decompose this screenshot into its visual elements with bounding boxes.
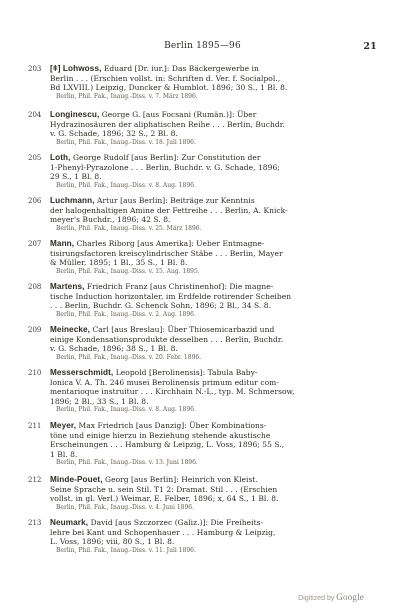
entry-note: Berlin, Phil. Fak., Inaug.-Diss. v. 2. Aug. 1896.	[56, 311, 196, 318]
entry-line-3: . . . Berlin, Buchdr. G. Schenck Sohn, 1896; 2 Bl., 34 S. 8.	[50, 301, 272, 310]
entry-line-3: v. G. Schade, 1896; 32 S., 2 Bl. 8.	[50, 129, 178, 138]
entry-line-1	[50, 475, 382, 485]
watermark-prefix: Digitized by	[298, 595, 335, 602]
entry-text	[50, 325, 382, 354]
author-name: Minde-Pouet,	[50, 475, 103, 484]
entry-line-1	[50, 421, 382, 431]
author-name: [ǂ] Lohwoss,	[50, 64, 102, 73]
entry-number: 207	[28, 240, 42, 248]
entry-note: Berlin, Phil. Fak., Inaug.-Diss. v. 8. Aug. 1896.	[56, 182, 196, 189]
entry-number: 211	[28, 422, 42, 430]
entry-note: Berlin, Phil. Fak., Inaug.-Diss. v. 4. Juni 1896.	[56, 504, 195, 511]
entry-text	[50, 153, 382, 182]
header-title: Berlin 1895—96	[164, 41, 241, 51]
entry-209	[28, 325, 382, 373]
entry-line-3: 29 S., 1 Bl. 8.	[50, 172, 102, 181]
entry-204	[28, 110, 382, 158]
entry-line-1	[50, 282, 382, 292]
entry-line-3: vollst. in gl. Verl.) Weimar, E. Felber, 1896; x, 64 S., 1 Bl. 8.	[50, 494, 279, 503]
entry-line-text: Eduard [Dr. iur.]: Das Bäckergewerbe in	[103, 64, 259, 73]
entry-line-2: Seine Sprache u. sein Stil. T1 2: Dramat. Stil . . . (Erschien	[50, 484, 278, 494]
running-header	[28, 41, 377, 55]
entry-line-text: Max Friedrich [aus Danzig]: Über Kombinations-	[78, 421, 267, 430]
entry-line-2: lonica V. A. Th. 246 musei Berolinensis primum editur com-	[50, 377, 279, 387]
entry-line-3: v. G. Schade, 1896; 38 S., 1 Bl. 8.	[50, 344, 178, 353]
entry-line-2: Hydrazinosäuren der aliphatischen Reihe . . . Berlin, Buchdr.	[50, 119, 285, 129]
entry-line-4: 1 Bl. 8.	[50, 449, 78, 459]
entry-line-text: Leopold [Berolinensis]: Tabula Baby-	[115, 368, 258, 377]
entry-number: 204	[28, 111, 42, 119]
entry-212	[28, 475, 382, 523]
entry-line-1	[50, 64, 382, 74]
entry-number: 213	[28, 519, 42, 527]
entry-text	[50, 239, 382, 268]
entry-line-3: Bd LXVIII.) Leipzig, Duncker & Humblot. 1896; 30 S., 1 Bl. 8.	[50, 83, 288, 92]
entry-208	[28, 282, 382, 330]
page-number: 21	[363, 41, 377, 52]
entry-text	[50, 110, 382, 139]
entry-number: 209	[28, 326, 42, 334]
entry-note: Berlin, Phil. Fak., Inaug.-Diss. v. 11. Juli 1896.	[56, 547, 196, 554]
author-name: Messerschmidt,	[50, 368, 114, 377]
entry-207	[28, 239, 382, 287]
entry-line-text: Charles Riborg [aus Amerika]: Ueber Entmagne-	[76, 239, 265, 248]
entry-line-1	[50, 110, 382, 120]
entry-line-1	[50, 325, 382, 335]
entry-number: 210	[28, 369, 42, 377]
entry-line-1	[50, 368, 382, 378]
entry-line-1	[50, 196, 382, 206]
author-name: Longinescu,	[50, 110, 100, 119]
entry-line-2: tisirungsfactoren kreiscylindrischer Stäbe . . . Berlin, Mayer	[50, 248, 283, 258]
entry-line-1	[50, 239, 382, 249]
entry-206	[28, 196, 382, 244]
entry-203	[28, 64, 382, 116]
entry-text	[50, 518, 382, 547]
entry-note: Berlin, Phil. Fak., Inaug.-Diss. v. 25. März 1896.	[56, 225, 202, 232]
entry-line-1	[50, 153, 382, 163]
entry-line-2: tische Induction horizontaler, im Erdfelde rotirender Scheiben	[50, 291, 292, 301]
author-name: Loth,	[50, 153, 71, 162]
entry-text	[50, 196, 382, 225]
entry-line-2: Berlin . . . (Erschien vollst. in: Schriften d. Ver. f. Socialpol.,	[50, 73, 281, 83]
entry-line-text: Friedrich Franz [aus Christinenhof]: Die magne-	[86, 282, 274, 291]
entry-line-1	[50, 518, 382, 528]
entry-211	[28, 421, 382, 477]
entry-line-2: lehre bei Kant und Schopenhauer . . . Hamburg & Leipzig,	[50, 527, 276, 537]
entry-205	[28, 153, 382, 201]
entry-line-3: Erscheinungen . . . Hamburg & Leipzig, L. Voss, 1896; 55 S.,	[50, 440, 285, 449]
entry-number: 208	[28, 283, 42, 291]
entry-line-2: töne und einige hierzu in Beziehung stehende akustische	[50, 430, 271, 440]
author-name: Martens,	[50, 282, 85, 291]
google-wordmark: Google	[336, 592, 364, 602]
entry-number: 205	[28, 154, 42, 162]
entry-line-2: einige Kondensationsprodukte desselben . . . Berlin, Buchdr.	[50, 334, 284, 344]
entry-line-text: Artur [aus Berlin]: Beiträge zur Kenntnis	[97, 196, 255, 205]
author-name: Neumark,	[50, 518, 89, 527]
entry-number: 203	[28, 65, 42, 73]
entry-note: Berlin, Phil. Fak., Inaug.-Diss. v. 8. Aug. 1896.	[56, 406, 196, 413]
entry-line-text: George G. [aus Focsani (Rumän.)]: Über	[101, 110, 257, 119]
entry-text	[50, 282, 382, 311]
entry-210	[28, 368, 382, 424]
entry-213	[28, 518, 382, 566]
entry-line-2: der halogenhaltigen Amine der Fettreihe . . . Berlin, A. Knick-	[50, 205, 288, 215]
entry-line-text: Carl [aus Breslau]: Über Thiosemicarbazid und	[92, 325, 275, 334]
entry-line-4: 1896; 2 Bl., 33 S., 1 Bl. 8.	[50, 396, 149, 406]
author-name: Meyer,	[50, 421, 77, 430]
entry-text	[50, 475, 382, 504]
entry-line-2: 1-Phenyl-Pyrazolone . . . Berlin, Buchdr. v. G. Schade, 1896;	[50, 162, 280, 172]
entry-line-text: George Rudolf [aus Berlin]: Zur Constitution der	[72, 153, 261, 162]
entry-line-3: L. Voss, 1896; viii, 80 S., 1 Bl. 8.	[50, 537, 175, 546]
entry-note: Berlin, Phil. Fak., Inaug.-Diss. v. 13. Juni 1896.	[56, 459, 198, 466]
entry-number: 206	[28, 197, 42, 205]
entry-note: Berlin, Phil. Fak., Inaug.-Diss. v. 7. März 1896.	[56, 93, 198, 100]
entry-line-text: Georg [aus Berlin]: Heinrich von Kleist.	[105, 475, 258, 484]
digitized-by-watermark	[298, 592, 364, 602]
author-name: Meinecke,	[50, 325, 91, 334]
entry-line-3: mentarioque instruitur . . . Kirchhain N.-L., typ. M. Schmersow,	[50, 387, 295, 396]
entry-text	[50, 368, 382, 406]
entry-line-3: meyer's Buchdr., 1896; 42 S. 8.	[50, 215, 171, 224]
entry-note: Berlin, Phil. Fak., Inaug.-Diss. v. 18. Juli 1896.	[56, 139, 196, 146]
author-name: Mann,	[50, 239, 75, 248]
entry-line-3: & Müller, 1895; 1 Bl., 35 S., 1 Bl. 8.	[50, 258, 188, 267]
entry-text	[50, 421, 382, 459]
entry-number: 212	[28, 476, 42, 484]
entry-note: Berlin, Phil. Fak., Inaug.-Diss. v. 20. Febr. 1896.	[56, 354, 202, 361]
entry-text	[50, 64, 382, 93]
author-name: Luchmann,	[50, 196, 95, 205]
entry-line-text: David [aus Szczorzec (Galiz.)]: Die Freiheits-	[90, 518, 264, 527]
entry-note: Berlin, Phil. Fak., Inaug.-Diss. v. 15. Aug. 1895.	[56, 268, 200, 275]
